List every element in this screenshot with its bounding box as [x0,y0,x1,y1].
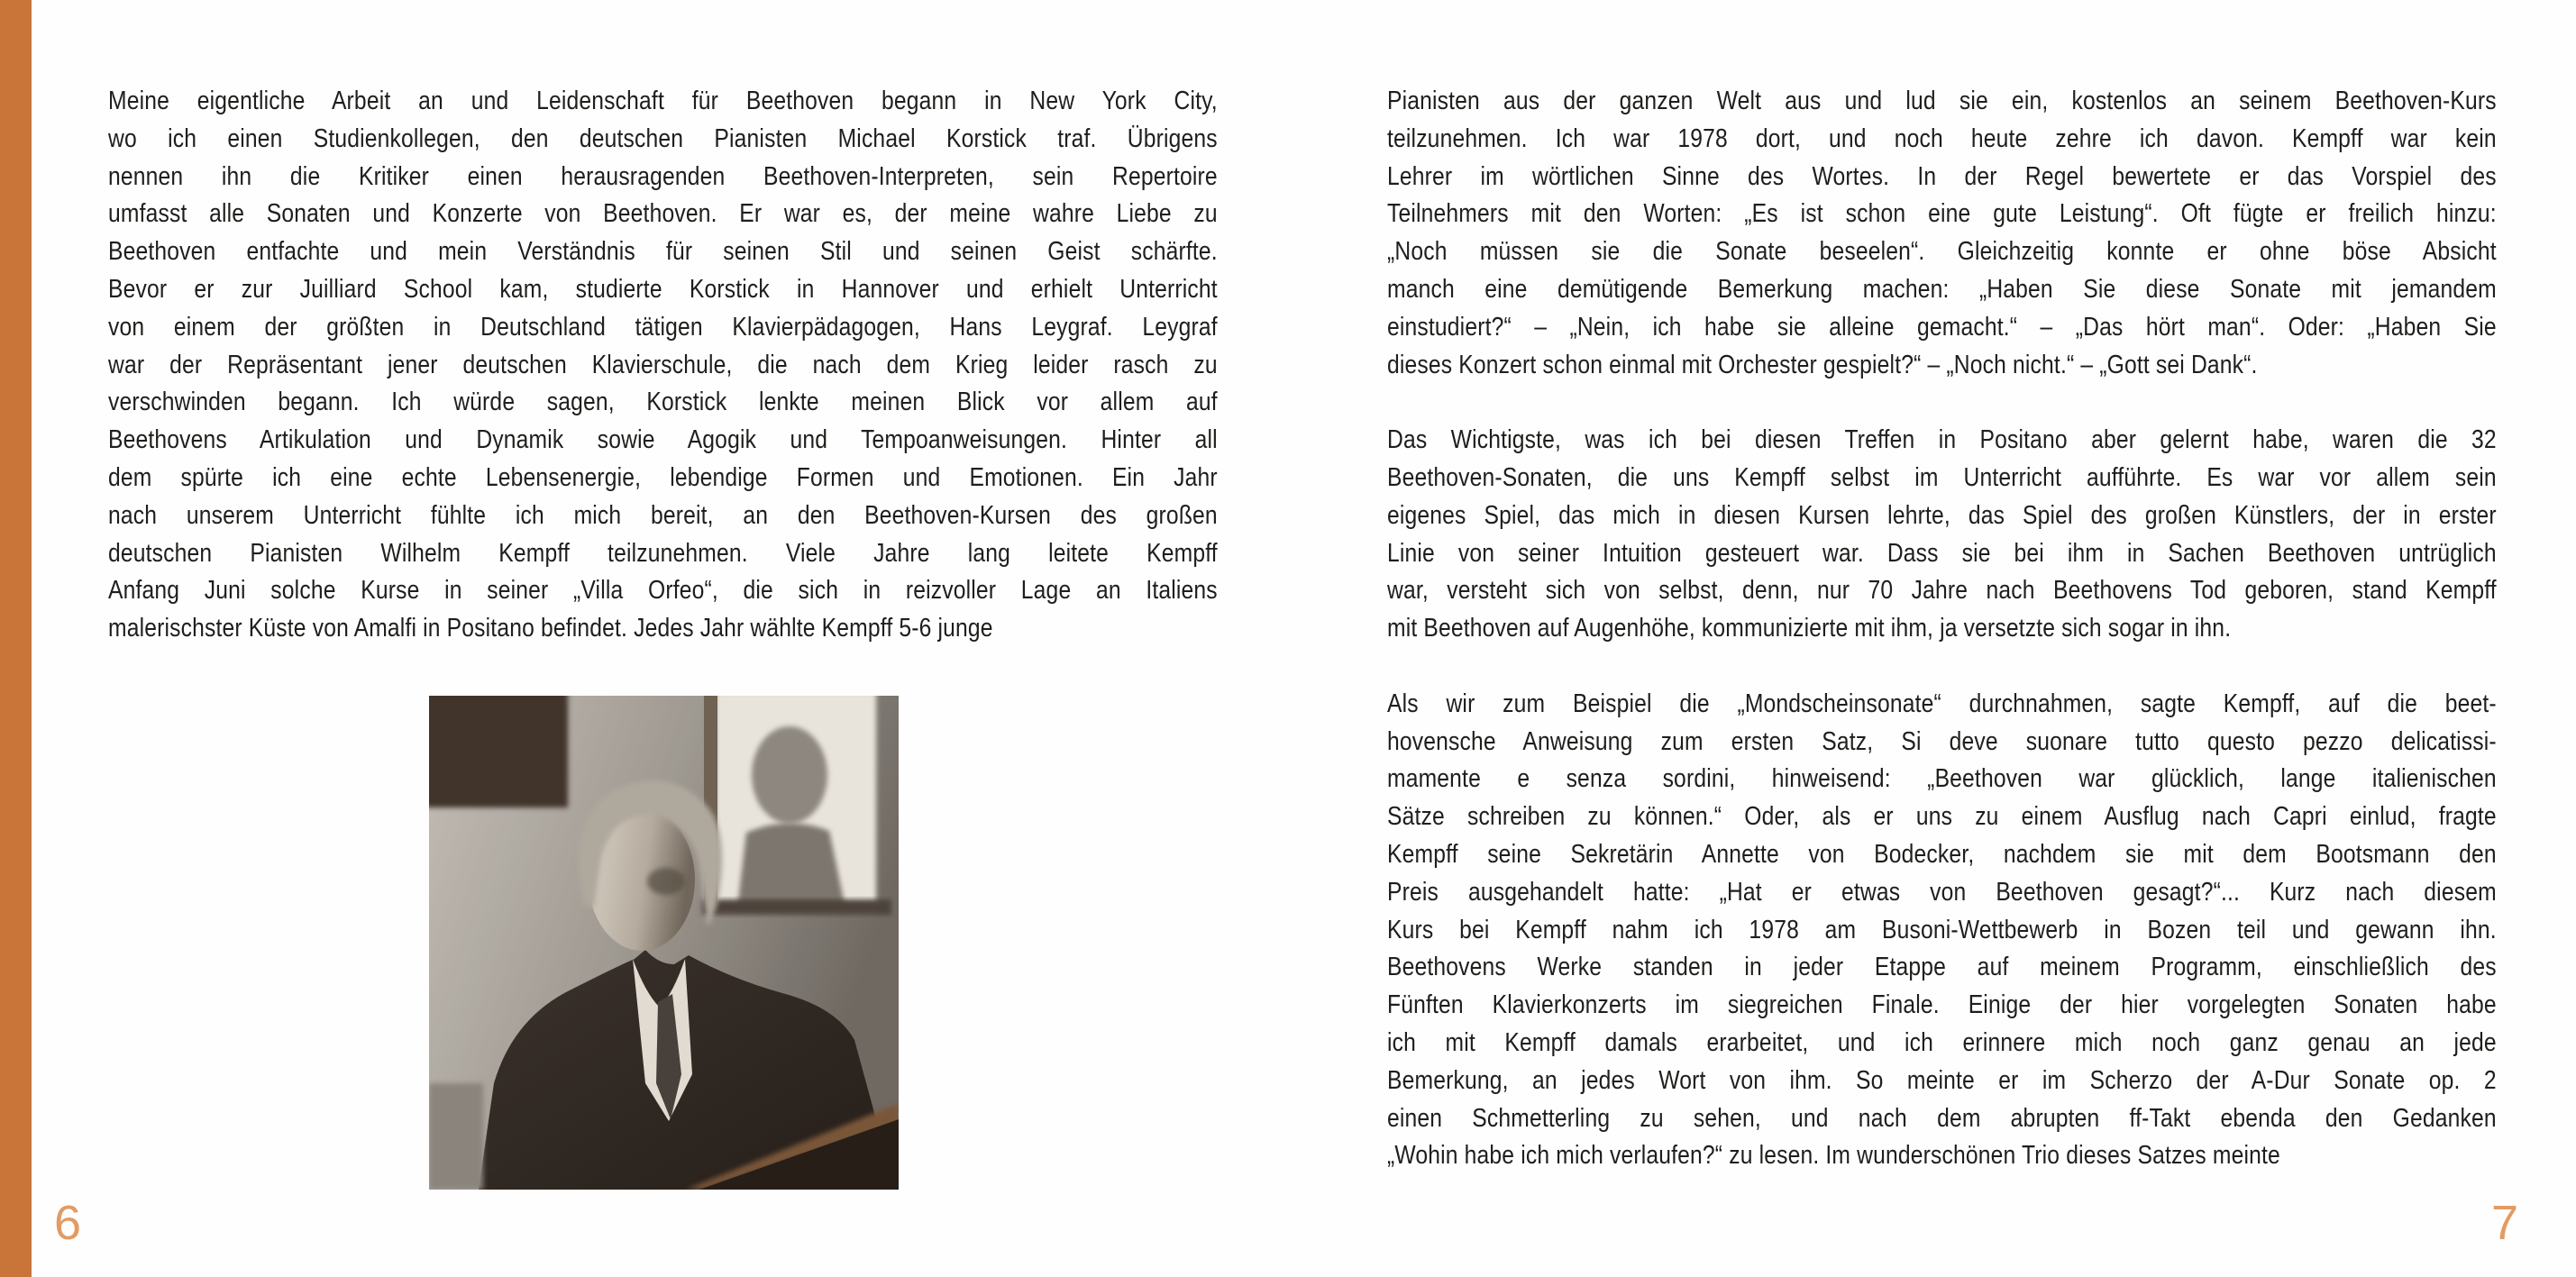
text-line: Kurs bei Kempff nahm ich 1978 am Busoni-Wettbewerb in Bozen teil und gewann ihn. [1387,915,2497,944]
text-line: eigenes Spiel, das mich in diesen Kursen lehrte, das Spiel des großen Künstlers, der in erster [1387,500,2497,530]
text-line: war der Repräsentant jener deutschen Klavierschule, die nach dem Krieg leider rasch zu [108,350,1218,379]
text-line: „Wohin habe ich mich verlaufen?“ zu lesen. Im wunderschönen Trio dieses Satzes meinte [1387,1141,2280,1171]
text-line: Pianisten aus der ganzen Welt aus und lud sie ein, kostenlos an seinem Beethoven-Kurs [1387,87,2497,115]
text-line: ich mit Kempff damals erarbeitet, und ich erinnere mich noch ganz genau an jede [1387,1027,2497,1057]
left-edge-accent-stripe [0,0,32,1277]
photo-sepia-tint [429,696,899,1190]
text-line: Preis ausgehandelt hatte: „Hat er etwas von Beethoven gesagt?“... Kurz nach diesem [1387,877,2497,907]
text-line: Linie von seiner Intuition gesteuert war. Dass sie bei ihm in Sachen Beethoven untrüglich [1387,538,2497,568]
text-line: Beethoven entfachte und mein Verständnis für seinen Stil und seinen Geist schärfte. [108,237,1218,267]
text-line: Das Wichtigste, was ich bei diesen Treffen in Positano aber gelernt habe, waren die 32 [1387,425,2497,455]
text-line: Beethovens Werke standen in jeder Etappe auf meinem Programm, einschließlich des [1387,953,2497,982]
text-line: hovensche Anweisung zum ersten Satz, Si deve suonare tutto questo pezzo delicatissi- [1387,726,2497,756]
paragraph [108,83,1218,648]
text-line: teilzunehmen. Ich war 1978 dort, und noch heute zehre ich davon. Kempff war kein [1387,123,2497,153]
text-line: Teilnehmers mit den Worten: „Es ist schon eine gute Leistung“. Oft fügte er freilich hinzu: [1387,199,2497,229]
paragraph [1387,686,2497,1175]
text-line: Sätze schreiben zu können.“ Oder, als er uns zu einem Ausflug nach Capri einlud, fragte [1387,802,2497,832]
page-number-right: 7 [2490,1196,2518,1250]
text-line: Anfang Juni solche Kurse in seiner „Villa Orfeo“, die sich in reizvoller Lage an Italiens [108,576,1218,606]
right-text-column [1387,83,2497,1175]
text-line: dieses Konzert schon einmal mit Orchester gespielt?“ – „Noch nicht.“ – „Gott sei Dank“. [1387,350,2258,379]
left-text-column [108,83,1218,648]
paragraph [1387,83,2497,384]
text-line: nach unserem Unterricht fühlte ich mich bereit, an den Beethoven-Kursen des großen [108,500,1218,530]
text-line: malerischster Küste von Amalfi in Positano befindet. Jedes Jahr wählte Kempff 5-6 junge [108,614,993,643]
text-line: war, versteht sich von selbst, denn, nur 70 Jahre nach Beethovens Tod geboren, stand Kempff [1387,576,2497,606]
paragraph [1387,422,2497,648]
text-line: deutschen Pianisten Wilhelm Kempff teilzunehmen. Viele Jahre lang leitete Kempff [108,538,1218,568]
text-line: einen Schmetterling zu sehen, und nach dem abrupten ff-Takt ebenda den Gedanken [1387,1103,2497,1133]
text-line: einstudiert?“ – „Nein, ich habe sie alleine gemacht.“ – „Das hört man“. Oder: „Haben Sie [1387,312,2497,342]
text-line: Lehrer im wörtlichen Sinne des Wortes. In der Regel bewertete er das Vorspiel des [1387,161,2497,191]
text-line: Als wir zum Beispiel die „Mondscheinsonate“ durchnahmen, sagte Kempff, auf die beet- [1387,689,2497,718]
text-line: „Noch müssen sie die Sonate beseelen“. Gleichzeitig konnte er ohne böse Absicht [1387,237,2497,267]
text-line: von einem der größten in Deutschland tätigen Klavierpädagogen, Hans Leygraf. Leygraf [108,312,1218,342]
text-line: Beethoven-Sonaten, die uns Kempff selbst im Unterricht aufführte. Es war vor allem sein [1387,462,2497,492]
text-line: Bemerkung, an jedes Wort von ihm. So meinte er im Scherzo der A-Dur Sonate op. 2 [1387,1065,2497,1095]
kempff-portrait-photo [429,696,899,1190]
text-line: nennen ihn die Kritiker einen herausragenden Beethoven-Interpreten, sein Repertoire [108,161,1218,191]
text-line: mit Beethoven auf Augenhöhe, kommunizierte mit ihm, ja versetzte sich sogar in ihn. [1387,614,2232,643]
text-line: mamente e senza sordini, hinweisend: „Beethoven war glücklich, lange italienischen [1387,764,2497,794]
text-line: umfasst alle Sonaten und Konzerte von Beethoven. Er war es, der meine wahre Liebe zu [108,199,1218,229]
text-line: Fünften Klavierkonzerts im siegreichen Finale. Einige der hier vorgelegten Sonaten habe [1387,990,2497,1020]
text-line: Bevor er zur Juilliard School kam, studierte Korstick in Hannover und erhielt Unterricht [108,274,1218,304]
text-line: wo ich einen Studienkollegen, den deutschen Pianisten Michael Korstick traf. Übrigens [108,123,1218,153]
text-line: Meine eigentliche Arbeit an und Leidenschaft für Beethoven begann in New York City, [108,87,1218,115]
text-line: Kempff seine Sekretärin Annette von Bodecker, nachdem sie mit dem Bootsmann den [1387,839,2497,869]
kempff-portrait-illustration [429,696,899,1190]
text-line: verschwinden begann. Ich würde sagen, Korstick lenkte meinen Blick vor allem auf [108,388,1218,417]
text-line: Beethovens Artikulation und Dynamik sowie Agogik und Tempoanweisungen. Hinter all [108,425,1218,455]
page-number-left: 6 [54,1196,82,1250]
text-line: manch eine demütigende Bemerkung machen: „Haben Sie diese Sonate mit jemandem [1387,274,2497,304]
text-line: dem spürte ich eine echte Lebensenergie, lebendige Formen und Emotionen. Ein Jahr [108,462,1218,492]
